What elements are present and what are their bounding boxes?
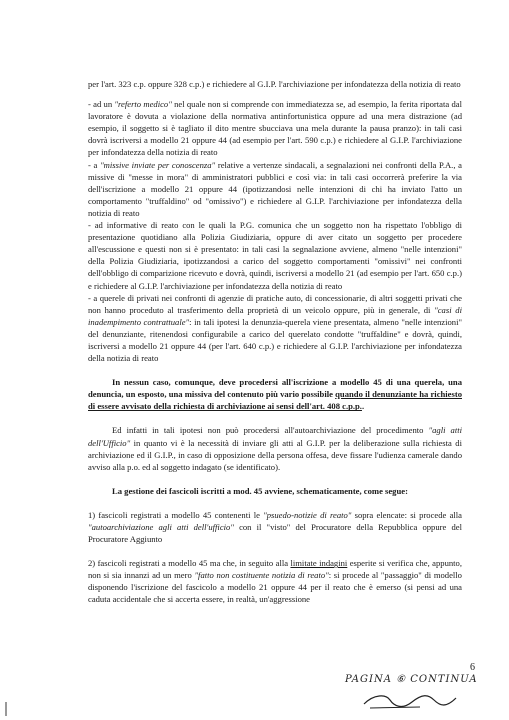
text-segment: in quanto vi è la necessità di inviare gli atti al G.I.P. per la deliberazione sulla richiesta di archiviazione ed il G.I.P., in caso di opposizione della persona offesa, deve fissare l'udienza camerale dando avviso alla p.o. ed al soggetto indagato (se identificato). [88,437,462,472]
paragraph-p3 [88,159,462,219]
text-segment: Ed infatti in tali ipotesi non può procedersi all'autoarchiviazione del procedimento [112,425,429,436]
text-segment: 1) fascicoli registrati a modello 45 contenenti le [88,509,264,520]
text-segment: - ad un [88,99,115,110]
paragraph-p7 [88,424,462,472]
scan-edge-mark [5,702,7,716]
text-segment: In nessun caso, comunque, deve procedersi all'iscrizione a modello 45 di una querela, una denuncia, un esposto, una missiva del contenuto più vario possibile [88,377,462,400]
text-segment: - ad informative di reato con le quali la P.G. comunica che un soggetto non ha rispettato l'obbligo di presentazione quotidiano alla Polizia Giudiziaria, oppure di aver citato un soggetto per procedere all'escussione e questi non si è presentato: in tali casi la segnalazione avviene, almeno "nelle intenzioni" della Polizia Giudiziaria, ipotizzandosi a carico del soggetto comportamenti "omissivi" nei confronti dell'obbligo di comparizione ricevuto e dovrà, quindi, iscriversi a modello 21 (ad esempio per l'art. 650 c.p.) e richiedere al G.I.P. l'archiviazione per infondatezza della notizia di reato [88,220,462,291]
text-segment: "casi di inadempimento contrattuale" [88,304,462,327]
text-segment: . [361,401,365,412]
text-segment: - a [88,159,101,170]
text-segment: "fatto non costituente notizia di reato" [194,570,329,581]
paragraph-p5 [88,292,462,365]
text-segment: 2) fascicoli registrati a modello 45 ma che, in seguito alla [88,558,291,569]
paragraph-p4 [88,219,462,292]
text-segment: relative a vertenze sindacali, a segnalazioni nei confronti della P.A., a missive di "messe in mora" di amministratori pubblici e così via: in tali casi occorrerà preferire la via dell'iscrizione a modello 21 oppure 44 (ipotizzandosi nelle intenzioni di chi ha inviato l'atto un comportamento "truffaldino" od "omissivo") e richiedere al G.I.P. l'archiviazione per infondatezza della notizia di reato [88,159,462,218]
text-segment: nel quale non si comprende con immediatezza se, ad esempio, la ferita riportata dal lavoratore è dovuta a violazione della normativa antinfortunistica oppure ad una mera distrazione (ad esempio, il soggetto si è tagliato il dito mentre sbucciava una mela durante la pausa pranzo): in tali casi dovrà iscriversi a modello 21 oppure 44 (ad esempio per l'art. 590 c.p.) e richiedere al G.I.P. l'archiviazione per infondatezza della notizia di reato [88,99,462,158]
page-number: 6 [470,662,475,673]
text-segment: : in tali ipotesi la denunzia-querela viene presentata, almeno "nelle intenzioni" del denunziante, ritenendosi configurabile a carico del querelato condotte "truffaldine" e dovrà, quindi, iscriversi a modello 21 oppure 44 (per l'art. 640 c.p.) e richiedere al G.I.P. l'archiviazione per infondatezza della notizia di reato [88,316,462,364]
document-body [88,78,462,606]
handwritten-signature [360,690,460,714]
text-segment: - a querele di privati nei confronti di agenzie di pratiche auto, di concessionarie, di altri soggetti privati che non hanno proceduto al trasferimento della proprietà di un veicolo oppure, più in generale, di [88,292,462,315]
handwritten-note: PAGINA ⑥ CONTINUA [345,674,478,685]
text-segment: "psuedo-notizie di reato" [263,509,352,520]
text-segment: : si procede al "passaggio" di modello disponendo l'iscrizione del fascicolo a modello 21 oppure 44 per il reato che è emerso (si pensi ad una caduta accidentale che si accerta essere, in realtà, un'aggressione [88,570,462,605]
paragraph-p6 [88,376,462,412]
text-segment: esperite si verifica che, appunto, non si sia innanzi ad un mero [88,558,462,581]
paragraph-gap [88,497,462,509]
paragraph-p1 [88,78,462,90]
paragraph-p2 [88,98,462,158]
text-segment: quando il denunziante ha richiesto di essere avvisato della richiesta di archiviazione ai sensi dell'art. 408 c.p.p. [88,389,462,412]
text-segment: "autoarchiviazione agli atti dell'ufficio" [88,522,234,532]
paragraph-gap [88,412,462,424]
paragraph-gap [88,90,462,98]
text-segment: sopra elencate: si procede alla [351,509,462,520]
paragraph-gap [88,545,462,557]
text-segment: La gestione dei fascicoli iscritti a mod. 45 avviene, schematicamente, come segue: [112,485,408,496]
text-segment: "missive inviate per conoscenza" [100,159,216,170]
paragraph-p10 [88,557,462,605]
text-segment: per l'art. 323 c.p. oppure 328 c.p.) e richiedere al G.I.P. l'archiviazione per infondatezza della notizia di reato [88,79,461,89]
text-segment: limitate indagini [290,558,348,569]
paragraph-p9 [88,509,462,545]
text-segment: "referto medico" [114,99,172,110]
text-segment: "agli atti dell'Ufficio" [88,425,462,448]
paragraph-gap [88,473,462,485]
text-segment: con il "visto" del Procuratore della Repubblica oppure del Procuratore Aggiunto [88,522,462,545]
paragraph-gap [88,364,462,376]
paragraph-p8 [88,485,462,497]
